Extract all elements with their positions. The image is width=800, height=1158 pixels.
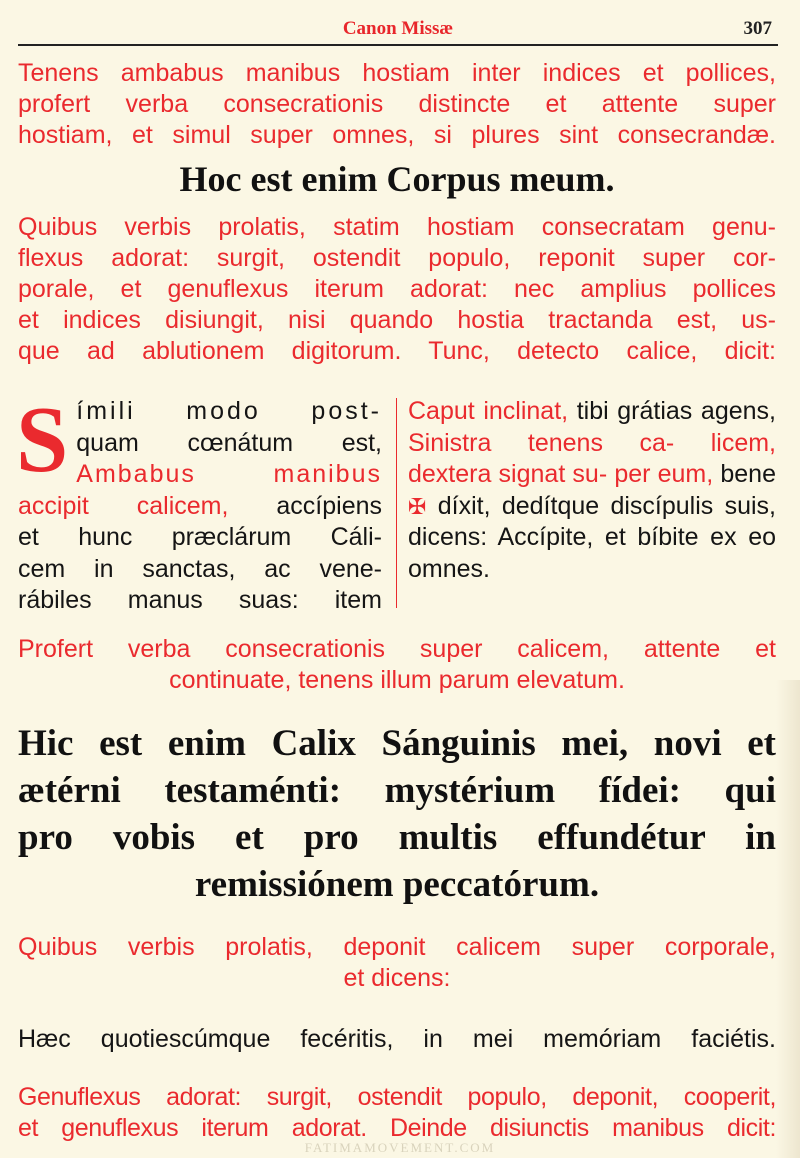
two-column-block xyxy=(16,388,776,614)
chalice-line: Hic est enim Calix Sánguinis mei, novi et xyxy=(18,723,776,764)
simili-line: cem in sanctas, ac vene- xyxy=(18,554,382,583)
text-bene: bene xyxy=(720,460,776,488)
consecration-host: Hoc est enim Corpus meum. xyxy=(179,159,615,199)
page-edge-shadow xyxy=(776,680,800,1158)
rubric-line: Quibus verbis prolatis, deponit calicem super corporale, xyxy=(18,933,776,961)
text-agens: agens, xyxy=(700,397,776,425)
chalice-line: remissiónem peccatórum. xyxy=(194,864,600,905)
rubric-line: Genuflexus adorat: surgit, ostendit populo, deponit, cooperit, xyxy=(18,1083,776,1111)
rubric-line: et genuflexus iterum adorat. Deinde disiunctis manibus dicit: xyxy=(18,1114,776,1142)
rubric-line: Profert verba consecrationis super calicem, attente et xyxy=(18,635,776,663)
text-tibi: tibi grátias xyxy=(576,397,693,425)
rubric-line: hostiam, et simul super omnes, si plures sint consecrandæ. xyxy=(18,121,776,149)
chalice-line: ætérni testaménti: mystérium fídei: qui xyxy=(18,770,776,811)
caput-column xyxy=(408,396,776,585)
rubric-quibus-1 xyxy=(18,212,776,367)
header-title: Canon Missæ xyxy=(342,18,454,39)
rubric-line: et dicens: xyxy=(343,964,451,992)
rubric-profert xyxy=(18,634,776,696)
simili-line xyxy=(18,491,382,523)
rubric-accipit: accipit calicem, xyxy=(18,491,229,520)
rubric-line: profert verba consecrationis distincte et attente super xyxy=(18,90,776,118)
rubric-quibus-2 xyxy=(18,932,776,994)
rubric-line: Quibus verbis prolatis, statim hostiam consecratam genu- xyxy=(18,213,776,241)
rubric-line: porale, et genuflexus iterum adorat: nec amplius pollices xyxy=(18,275,776,303)
running-header xyxy=(18,14,778,46)
cross-icon: ✠ xyxy=(408,493,427,519)
rubric-line: que ad ablutionem digitorum. Tunc, detecto calice, dicit: xyxy=(18,337,776,365)
rubric-genuflexus xyxy=(18,1082,776,1144)
watermark: FATIMAMOVEMENT.COM xyxy=(304,1140,496,1155)
rubric-ambabus: Ambabus manibus xyxy=(76,460,382,488)
simili-line: rábiles manus suas: item xyxy=(18,586,382,614)
rubric-caput: Caput inclinat, xyxy=(408,397,569,425)
consecration-chalice xyxy=(18,720,776,908)
simili-line: ímili modo post- xyxy=(76,397,382,425)
rubric-sinistra: Sinistra tenens ca- licem, dextera signat su- per eum, xyxy=(408,428,776,488)
page-number: 307 xyxy=(743,18,772,39)
text-dixit: díxit, dedítque discípulis suis, dicens: Accípite, et bíbite ex eo omnes. xyxy=(408,491,776,583)
simili-line: quam cœnátum est, xyxy=(76,428,382,457)
chalice-line: pro vobis et pro multis effundétur in xyxy=(18,817,776,858)
simili-column xyxy=(16,388,383,617)
drop-cap: S xyxy=(16,388,69,492)
rubric-tenens xyxy=(18,58,776,151)
haec-text: Hæc quotiescúmque fecéritis, in mei memóriam faciétis. xyxy=(18,1025,776,1053)
rubric-line: Tenens ambabus manibus hostiam inter indices et pollices, xyxy=(18,59,776,87)
rubric-line: continuate, tenens illum parum elevatum. xyxy=(169,666,625,694)
simili-line: et hunc præclárum Cáli- xyxy=(18,523,382,551)
rubric-line: flexus adorat: surgit, ostendit populo, reponit super cor- xyxy=(18,244,776,272)
column-divider xyxy=(396,398,397,608)
rubric-line: et indices disiungit, nisi quando hostia tractanda est, us- xyxy=(18,306,776,334)
text-accipiens: accípiens xyxy=(276,491,383,520)
